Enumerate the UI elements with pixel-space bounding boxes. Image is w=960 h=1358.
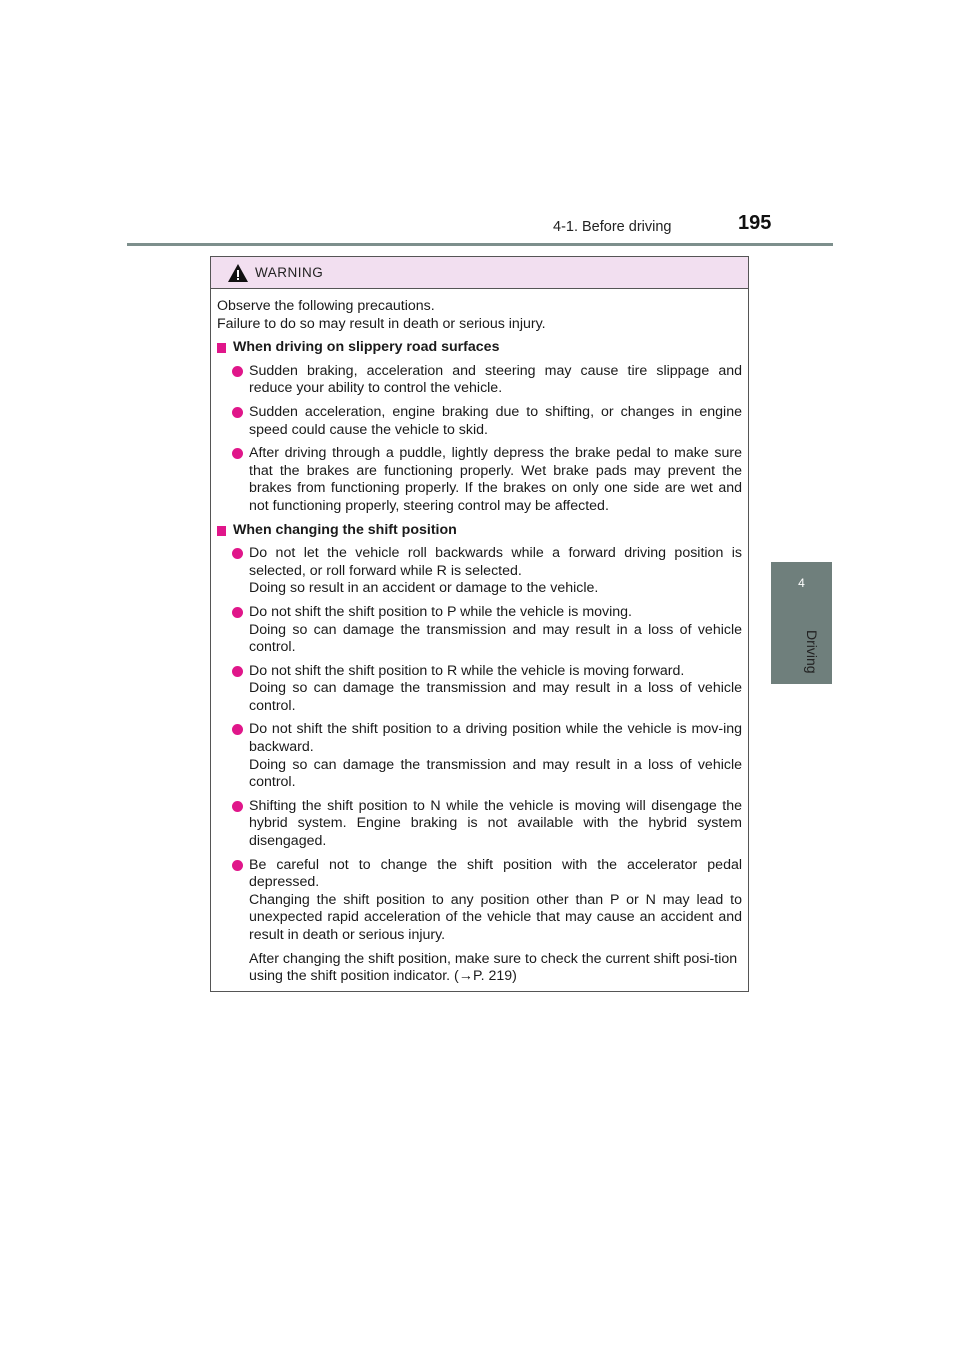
warning-triangle-icon [227,263,249,283]
section-heading-text: When changing the shift position [233,521,457,538]
list-item-text: Do not shift the shift position to P while the vehicle is moving. [249,603,632,620]
circle-bullet-icon [232,548,243,559]
circle-bullet-icon [232,448,243,459]
circle-bullet-icon [232,801,243,812]
list-item-text: Doing so result in an accident or damage to the vehicle. [249,580,599,597]
warning-body [211,289,748,986]
circle-bullet-icon [232,366,243,377]
warning-intro [217,298,742,333]
section-heading-text: When driving on slippery road surfaces [233,339,500,356]
list-item [217,604,742,657]
list-item [217,721,742,791]
followup-text: After changing the shift position, make sure to check the current shift posi-tion using the shift position indicator. (→P. 219) [249,950,738,985]
list-item-text: Doing so can damage the transmission and may result in a loss of vehicle control. [249,756,742,791]
intro-line: Failure to do so may result in death or serious injury. [217,315,546,332]
list-item [217,445,742,515]
list-item-text: Doing so can damage the transmission and may result in a loss of vehicle control. [249,621,742,656]
warning-title: WARNING [255,265,324,280]
list-item-text: Be careful not to change the shift position with the accelerator pedal depressed. [249,856,742,891]
list-item-text: Do not let the vehicle roll backwards while a forward driving position is selected, or roll forward while R is selected. [249,545,742,579]
circle-bullet-icon [232,860,243,871]
list-item-text: Changing the shift position to any position other than P or N may lead to unexpected rapid acceleration of the vehicle that may cause an accident and result in death or serious injury. [249,891,742,943]
warning-box [210,256,749,992]
list-item-text: After driving through a puddle, lightly depress the brake pedal to make sure that the brakes are functioning properly. Wet brake pads may prevent the brakes from functioning properly. If the brakes on only one side are wet and not functioning properly, steering control may be affected. [249,445,742,514]
followup-note [217,951,742,986]
header-divider [127,243,833,246]
chapter-number: 4 [798,576,805,590]
circle-bullet-icon [232,666,243,677]
list-item [217,857,742,945]
list-item-text: Sudden acceleration, engine braking due to shifting, or changes in engine speed could cause the vehicle to skid. [249,403,742,438]
list-item-text: Do not shift the shift position to a driving position while the vehicle is mov-ing backward. [249,721,742,756]
chapter-label: Driving [804,630,820,674]
list-item [217,663,742,716]
warning-header [211,257,748,289]
circle-bullet-icon [232,407,243,418]
list-item-text: Do not shift the shift position to R while the vehicle is moving forward. [249,662,685,679]
list-item [217,363,742,398]
header-section-title: 4-1. Before driving [553,219,672,235]
intro-line: Observe the following precautions. [217,298,435,314]
section-heading [217,522,742,540]
list-item [217,545,742,598]
list-item-text: Shifting the shift position to N while the vehicle is moving will disengage the hybrid system. Engine braking is not available with the hybrid system disengaged. [249,797,742,850]
circle-bullet-icon [232,724,243,735]
chapter-tab [771,562,832,684]
circle-bullet-icon [232,607,243,618]
list-item [217,404,742,439]
square-bullet-icon [217,343,226,353]
list-item-text: Sudden braking, acceleration and steering may cause tire slippage and reduce your ability to control the vehicle. [249,362,742,397]
list-item-text: Doing so can damage the transmission and may result in a loss of vehicle control. [249,680,742,714]
page-number: 195 [738,212,772,234]
square-bullet-icon [217,526,226,536]
list-item [217,798,742,851]
section-heading [217,339,742,357]
